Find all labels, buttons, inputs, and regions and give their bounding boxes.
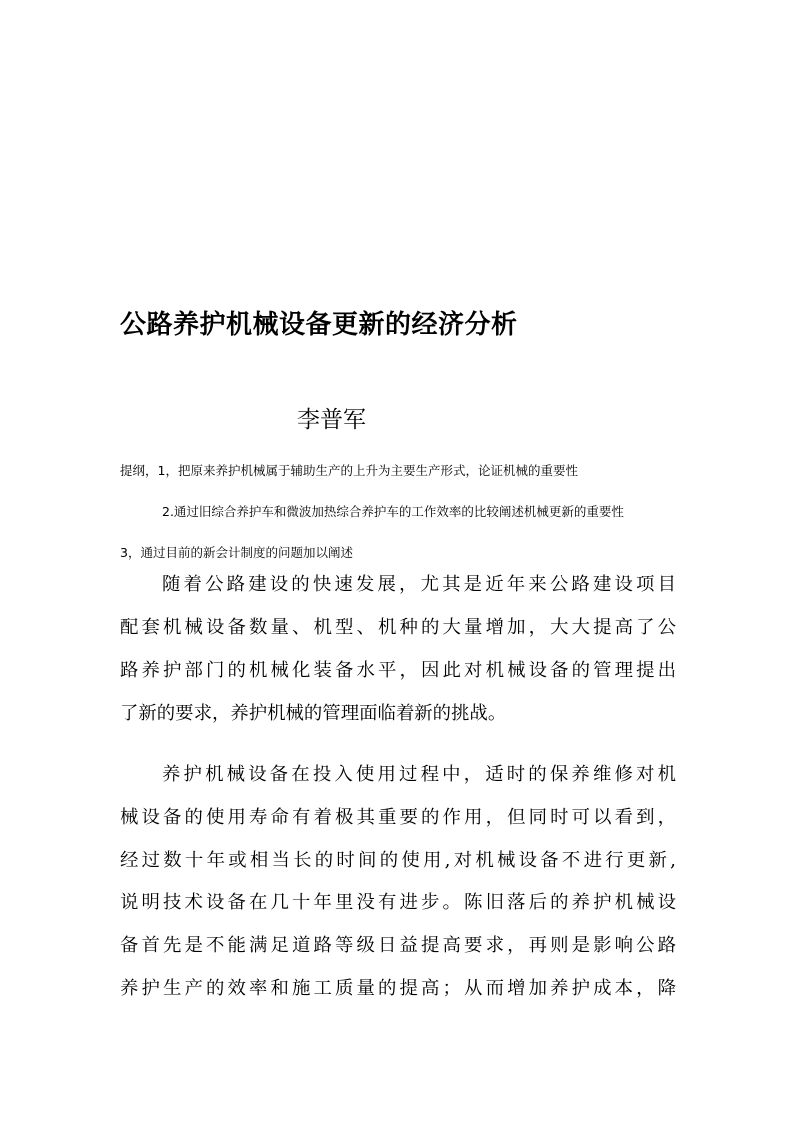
outline-item-1: 提纲，1，把原来养护机械属于辅助生产的上升为主要生产形式，论证机械的重要性 [120, 463, 578, 478]
paragraph-2-line: 经过数十年或相当长的时间的使用,对机械设备不进行更新, [120, 850, 676, 871]
paragraph-2-line: 备首先是不能满足道路等级日益提高要求，再则是影响公路 [120, 935, 676, 956]
outline-item-3: 3，通过目前的新会计制度的问题加以阐述 [120, 545, 353, 560]
paragraph-1-line: 配套机械设备数量、机型、机种的大量增加，大大提高了公 [120, 617, 676, 638]
paragraph-2-line: 养护机械设备在投入使用过程中，适时的保养维修对机 [162, 764, 676, 785]
paragraph-2-line: 说明技术设备在几十年里没有进步。陈旧落后的养护机械设 [120, 892, 676, 913]
paragraph-1-line: 随着公路建设的快速发展，尤其是近年来公路建设项目 [162, 574, 676, 595]
paragraph-1-line: 路养护部门的机械化装备水平，因此对机械设备的管理提出 [120, 660, 676, 681]
document-title: 公路养护机械设备更新的经济分析 [120, 310, 518, 340]
paragraph-1-line: 了新的要求，养护机械的管理面临着新的挑战。 [120, 703, 507, 724]
paragraph-2-line: 养护生产的效率和施工质量的提高；从而增加养护成本，降 [120, 978, 676, 999]
author-name: 李普军 [297, 407, 366, 433]
paragraph-2-line: 械设备的使用寿命有着极其重要的作用，但同时可以看到， [120, 807, 676, 828]
outline-item-2: 2.通过旧综合养护车和微波加热综合养护车的工作效率的比较阐述机械更新的重要性 [162, 504, 624, 519]
